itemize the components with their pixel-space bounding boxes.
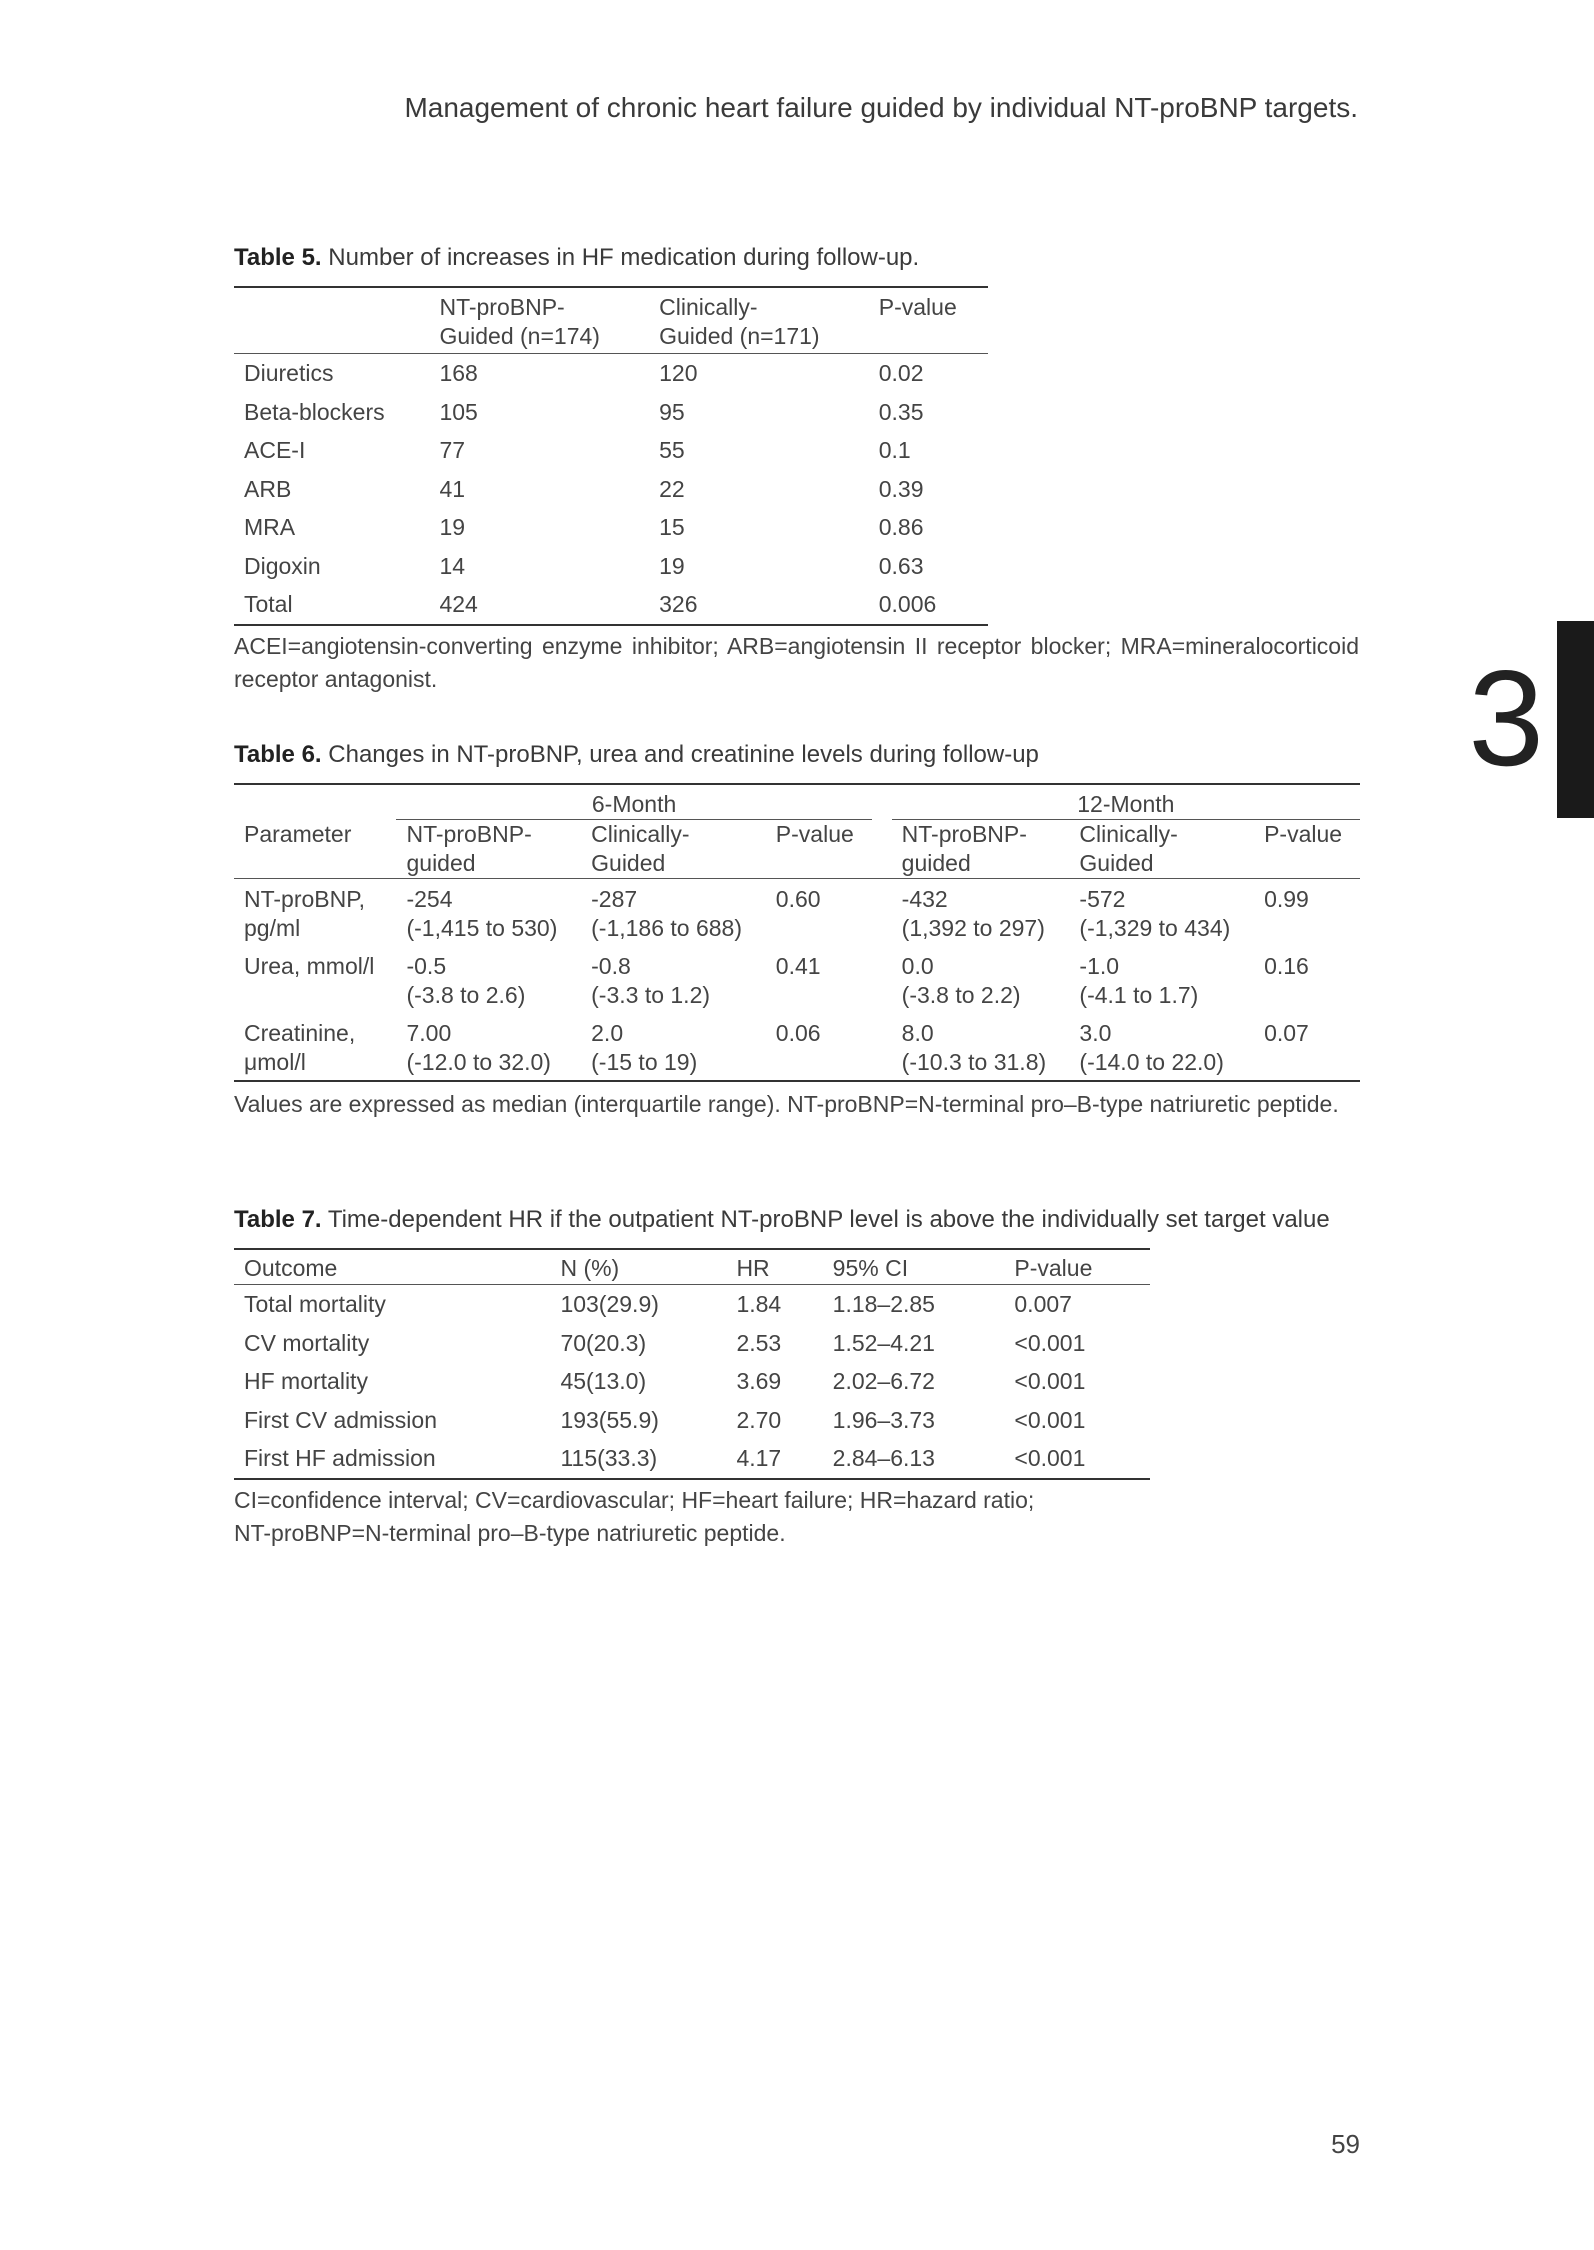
table-cell: 168 xyxy=(439,360,478,386)
table-cell: 0.99 xyxy=(1264,886,1309,912)
table-cell: 2.0 (-15 to 19) xyxy=(591,1020,698,1075)
column-header: Clinically- Guided (n=171) xyxy=(659,294,820,349)
table-cell: Total xyxy=(244,591,293,617)
table-5-block xyxy=(234,244,1359,696)
table-cell: -254 (-1,415 to 530) xyxy=(406,886,558,941)
table-cell: Total mortality xyxy=(244,1291,386,1317)
table-cell: 326 xyxy=(659,591,698,617)
column-header: Outcome xyxy=(244,1255,338,1281)
column-header: P-value xyxy=(878,294,957,320)
table-cell: -0.8 (-3.3 to 1.2) xyxy=(591,953,711,1008)
table-cell: Diuretics xyxy=(244,360,334,386)
table-7-footnote-line: NT-proBNP=N-terminal pro–B-type natriuretic peptide. xyxy=(234,1519,786,1546)
table-cell: 7.00 (-12.0 to 32.0) xyxy=(406,1020,551,1075)
table-cell: -572 (-1,329 to 434) xyxy=(1079,886,1231,941)
table-header-row xyxy=(234,287,988,354)
table-cell: HF mortality xyxy=(244,1368,368,1394)
table-6 xyxy=(234,783,1360,1082)
table-row xyxy=(234,470,988,509)
table-5-caption xyxy=(234,244,1359,272)
table-6-caption-text: Changes in NT-proBNP, urea and creatinine levels during follow-up xyxy=(328,741,1039,768)
table-header-row xyxy=(234,1249,1150,1285)
table-cell: <0.001 xyxy=(1014,1406,1086,1433)
table-7-footnote-line: CI=confidence interval; CV=cardiovascular; HF=heart failure; HR=hazard ratio; xyxy=(234,1486,1035,1513)
table-cell: Beta-blockers xyxy=(244,398,385,425)
table-6-footnote: Values are expressed as median (interquartile range). NT-proBNP=N-terminal pro–B-type natriuretic peptide. xyxy=(234,1091,1339,1117)
table-cell: <0.001 xyxy=(1014,1368,1086,1394)
table-row xyxy=(234,879,1360,947)
table-cell: 95 xyxy=(659,398,685,425)
table-cell: CV mortality xyxy=(244,1329,370,1356)
table-cell: 105 xyxy=(439,398,478,425)
table-cell: 2.53 xyxy=(736,1329,782,1356)
table-7-block xyxy=(234,1206,1359,1550)
table-row xyxy=(234,354,988,393)
table-row xyxy=(234,547,988,586)
column-header: 95% CI xyxy=(832,1255,909,1281)
column-header: P-value xyxy=(1264,821,1343,847)
table-cell: Creatinine, μmol/l xyxy=(244,1020,356,1075)
table-6-label: Table 6. xyxy=(234,741,322,768)
table-cell: 120 xyxy=(659,360,698,386)
group-header-gap xyxy=(872,784,892,820)
table-cell: Urea, mmol/l xyxy=(244,953,375,979)
table-cell: 55 xyxy=(659,437,685,463)
table-cell: ARB xyxy=(244,475,292,502)
table-cell: 193(55.9) xyxy=(560,1406,659,1433)
table-cell: First HF admission xyxy=(244,1445,436,1471)
table-7-footnote xyxy=(234,1484,1359,1550)
table-cell: 15 xyxy=(659,514,685,540)
table-cell: MRA xyxy=(244,514,296,540)
table-cell: 0.007 xyxy=(1014,1291,1072,1317)
table-row xyxy=(234,508,988,547)
table-5-caption-text: Number of increases in HF medication during follow-up. xyxy=(328,244,920,271)
column-header: HR xyxy=(736,1255,770,1281)
table-cell: 45(13.0) xyxy=(560,1368,647,1394)
table-row xyxy=(234,393,988,432)
group-header-12-month: 12-Month xyxy=(892,784,1360,820)
table-row xyxy=(234,1013,1360,1081)
table-row xyxy=(234,585,988,625)
table-cell: 19 xyxy=(439,514,466,540)
table-row xyxy=(234,1324,1150,1363)
table-7 xyxy=(234,1248,1150,1480)
column-header: P-value xyxy=(775,821,854,847)
chapter-number: 3 xyxy=(1468,642,1544,794)
table-cell: -432 (1,392 to 297) xyxy=(901,886,1045,941)
column-header: NT-proBNP- guided xyxy=(406,821,532,876)
table-cell: 0.006 xyxy=(878,591,937,617)
table-cell: 0.16 xyxy=(1264,953,1309,979)
running-head: Management of chronic heart failure guided by individual NT-proBNP targets. xyxy=(404,92,1358,123)
table-cell: 70(20.3) xyxy=(560,1329,647,1356)
table-cell: 0.86 xyxy=(878,514,924,540)
table-cell: 19 xyxy=(659,552,685,579)
table-cell: 424 xyxy=(439,591,478,617)
table-5-footnote: ACEI=angiotensin-converting enzyme inhibitor; ARB=angiotensin II receptor blocker; MRA=mineralocorticoid receptor antagonist. xyxy=(234,632,1359,692)
table-cell: Digoxin xyxy=(244,552,321,579)
table-cell: 4.17 xyxy=(736,1445,782,1471)
column-gap xyxy=(872,820,892,879)
table-cell: 115(33.3) xyxy=(560,1445,658,1471)
table-7-caption xyxy=(234,1206,1359,1234)
column-header: N (%) xyxy=(560,1255,620,1281)
table-cell: -0.5 (-3.8 to 2.6) xyxy=(406,953,526,1008)
table-cell: 0.0 (-3.8 to 2.2) xyxy=(901,953,1021,1008)
column-header: Clinically- Guided xyxy=(591,821,690,876)
table-cell: 0.39 xyxy=(878,475,924,502)
column-header: P-value xyxy=(1014,1255,1093,1281)
table-row xyxy=(234,431,988,470)
table-group-header-row xyxy=(234,784,1360,820)
table-cell: 3.0 (-14.0 to 22.0) xyxy=(1079,1020,1224,1075)
page-number: 59 xyxy=(1331,2129,1360,2159)
table-cell: 22 xyxy=(659,475,685,502)
column-header xyxy=(234,287,429,354)
table-cell: 0.60 xyxy=(775,886,821,912)
table-cell: 2.02–6.72 xyxy=(832,1368,935,1394)
chapter-tab xyxy=(1557,621,1594,818)
table-cell: 3.69 xyxy=(736,1368,782,1394)
column-gap xyxy=(872,879,892,947)
table-row xyxy=(234,1439,1150,1479)
table-header-row xyxy=(234,820,1360,879)
table-7-caption-text: Time-dependent HR if the outpatient NT-proBNP level is above the individually set target value xyxy=(327,1206,1330,1233)
table-cell: 0.06 xyxy=(775,1020,821,1046)
table-cell: 0.63 xyxy=(878,552,924,579)
column-header: NT-proBNP- guided xyxy=(901,821,1027,876)
column-gap xyxy=(872,1013,892,1081)
table-cell: <0.001 xyxy=(1014,1329,1086,1356)
table-5 xyxy=(234,286,988,626)
table-cell: 1.96–3.73 xyxy=(832,1406,935,1433)
group-header-spacer xyxy=(234,784,396,820)
table-cell: 0.1 xyxy=(878,437,911,463)
table-6-caption xyxy=(234,741,1360,769)
table-cell: 1.52–4.21 xyxy=(832,1329,935,1356)
table-cell: <0.001 xyxy=(1014,1445,1086,1471)
table-row xyxy=(234,946,1360,1013)
table-row xyxy=(234,1362,1150,1401)
table-cell: 2.70 xyxy=(736,1406,782,1433)
table-cell: First CV admission xyxy=(244,1406,437,1433)
table-cell: 77 xyxy=(439,437,466,463)
table-row xyxy=(234,1401,1150,1440)
table-7-label: Table 7. xyxy=(234,1206,322,1233)
table-cell: ACE-I xyxy=(244,437,306,463)
column-header: NT-proBNP- Guided (n=174) xyxy=(439,294,600,349)
group-header-6-month: 6-Month xyxy=(396,784,871,820)
table-row xyxy=(234,1285,1150,1324)
table-cell: NT-proBNP, pg/ml xyxy=(244,886,366,941)
column-header: Clinically- Guided xyxy=(1079,821,1178,876)
table-cell: -1.0 (-4.1 to 1.7) xyxy=(1079,953,1199,1008)
table-cell: 0.07 xyxy=(1264,1020,1309,1046)
table-cell: 103(29.9) xyxy=(560,1291,659,1317)
table-cell: 41 xyxy=(439,475,466,502)
table-5-label: Table 5. xyxy=(234,244,322,271)
table-cell: 14 xyxy=(439,552,466,579)
column-gap xyxy=(872,946,892,1013)
table-cell: 0.35 xyxy=(878,398,924,425)
table-cell: 8.0 (-10.3 to 31.8) xyxy=(901,1020,1047,1075)
table-cell: 0.02 xyxy=(878,360,924,386)
table-cell: 1.18–2.85 xyxy=(832,1291,935,1317)
table-6-block xyxy=(234,741,1360,1121)
table-cell: 0.41 xyxy=(775,953,821,979)
column-header: Parameter xyxy=(244,820,352,847)
table-cell: 1.84 xyxy=(736,1291,782,1317)
table-cell: -287 (-1,186 to 688) xyxy=(591,886,743,941)
table-cell: 2.84–6.13 xyxy=(832,1445,935,1471)
